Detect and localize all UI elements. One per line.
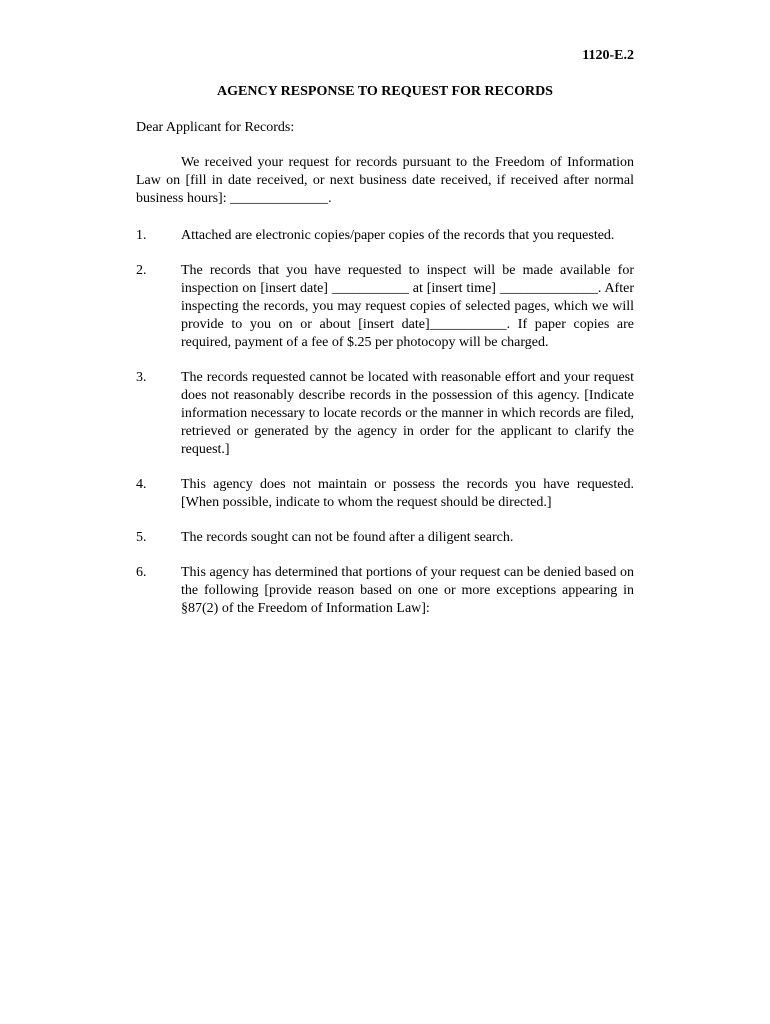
list-item	[136, 369, 634, 459]
list-item-text: This agency does not maintain or possess the records you have requested. [When possible, indicate to whom the request should be directed.]	[181, 477, 634, 510]
list-item-text: The records sought can not be found after a diligent search.	[181, 530, 514, 545]
list-item	[136, 529, 634, 547]
list-item-number: 5.	[136, 530, 147, 545]
list-item-text: The records requested cannot be located with reasonable effort and your request does not reasonably describe records in the possession of this agency. [Indicate information necessary to locate records or the manner in which records are filed, retrieved or generated by the agency in order for the applicant to clarify the request.]	[181, 370, 634, 457]
list-item	[136, 564, 634, 618]
list-item	[136, 227, 634, 245]
list-item-number: 3.	[136, 370, 147, 385]
document-title: AGENCY RESPONSE TO REQUEST FOR RECORDS	[217, 84, 553, 99]
list-item-text: The records that you have requested to inspect will be made available for inspection on [insert date] ___________ at [insert time] ______________. After inspecting the records, you may request copies of selected pages, which we will provide to you on or about [insert date]___________. If paper copies are required, payment of a fee of $.25 per photocopy will be charged.	[181, 263, 634, 350]
list-item	[136, 476, 634, 512]
salutation: Dear Applicant for Records:	[136, 120, 295, 135]
response-options-list	[136, 227, 634, 635]
list-item-text: Attached are electronic copies/paper copies of the records that you requested.	[181, 228, 615, 243]
list-item-number: 6.	[136, 565, 147, 580]
list-item-number: 2.	[136, 263, 147, 278]
list-item	[136, 262, 634, 352]
form-number: 1120-E.2	[582, 48, 634, 63]
intro-paragraph: We received your request for records pursuant to the Freedom of Information Law on [fill in date received, or next business date received, if received after normal business hours]: ______________.	[136, 155, 634, 206]
list-item-text: This agency has determined that portions of your request can be denied based on the following [provide reason based on one or more exceptions appearing in §87(2) of the Freedom of Information Law]:	[181, 565, 634, 616]
list-item-number: 1.	[136, 228, 147, 243]
list-item-number: 4.	[136, 477, 147, 492]
